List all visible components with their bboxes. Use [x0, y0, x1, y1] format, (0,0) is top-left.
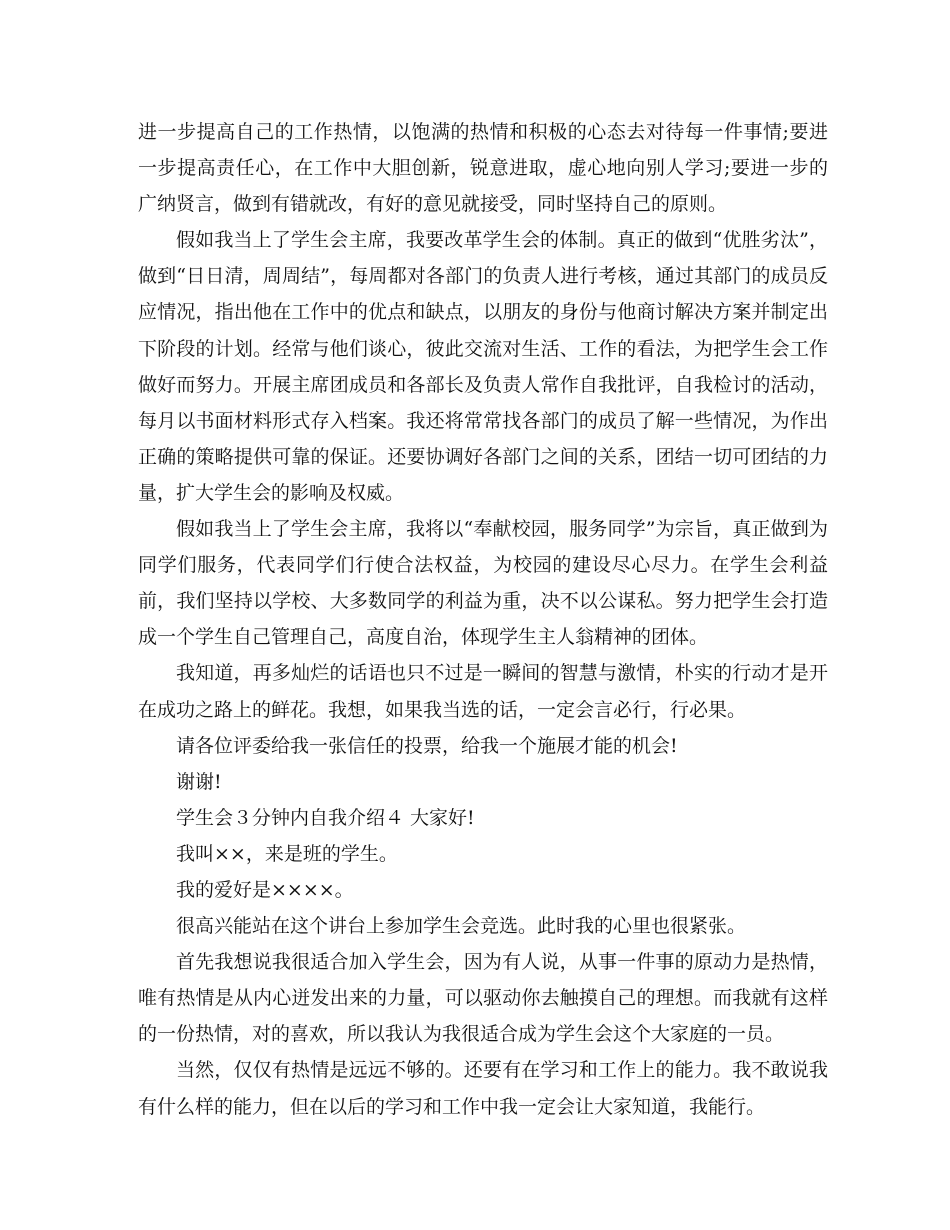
paragraph-5: 请各位评委给我一张信任的投票，给我一个施展才能的机会!: [176, 734, 678, 757]
paragraph-11: 首先我想说我很适合加入学生会，因为有人说，从事一件事的原动力是热情，唯有热情是从内心迸发出来的力量，可以驱动你去触摸自己的理想。而我就有这样的一份热情，对的喜欢，所以我认为我很适合成为学生会这个大家庭的一员。: [138, 951, 828, 1046]
section-heading: 学生会３分钟内自我介绍４ 大家好!: [176, 806, 475, 829]
paragraph-6: 谢谢!: [176, 770, 222, 793]
paragraph-1: 进一步提高自己的工作热情，以饱满的热情和积极的心态去对待每一件事情;要进一步提高责任心，在工作中大胆创新，锐意进取，虚心地向别人学习;要进一步的广纳贤言，做到有错就改，有好的意见就接受，同时坚持自己的原则。: [138, 121, 828, 216]
paragraph-3: 假如我当上了学生会主席，我将以“奉献校园，服务同学”为宗旨，真正做到为同学们服务，代表同学们行使合法权益，为校园的建设尽心尽力。在学生会利益前，我们坚持以学校、大多数同学的利益为重，决不以公谋私。努力把学生会打造成一个学生自己管理自己，高度自治，体现学生主人翁精神的团体。: [138, 518, 828, 649]
paragraph-9: 我的爱好是××××。: [176, 878, 354, 901]
paragraph-12: 当然，仅仅有热情是远远不够的。还要有在学习和工作上的能力。我不敢说我有什么样的能力，但在以后的学习和工作中我一定会让大家知道，我能行。: [138, 1059, 828, 1118]
paragraph-4: 我知道，再多灿烂的话语也只不过是一瞬间的智慧与激情，朴实的行动才是开在成功之路上的鲜花。我想，如果我当选的话，一定会言必行，行必果。: [138, 662, 828, 721]
paragraph-2: 假如我当上了学生会主席，我要改革学生会的体制。真正的做到“优胜劣汰”，做到“日日清，周周结”，每周都对各部门的负责人进行考核，通过其部门的成员反应情况，指出他在工作中的优点和缺点，以朋友的身份与他商讨解决方案并制定出下阶段的计划。经常与他们谈心，彼此交流对生活、工作的看法，为把学生会工作做好而努力。开展主席团成员和各部长及负责人常作自我批评，自我检讨的活动，每月以书面材料形式存入档案。我还将常常找各部门的成员了解一些情况，为作出正确的策略提供可靠的保证。还要协调好各部门之间的关系，团结一切可团结的力量，扩大学生会的影响及权威。: [138, 229, 828, 504]
document-body: [138, 114, 828, 1125]
paragraph-10: 很高兴能站在这个讲台上参加学生会竞选。此时我的心里也很紧张。: [176, 915, 747, 938]
paragraph-8: 我叫××，来是班的学生。: [176, 842, 398, 865]
